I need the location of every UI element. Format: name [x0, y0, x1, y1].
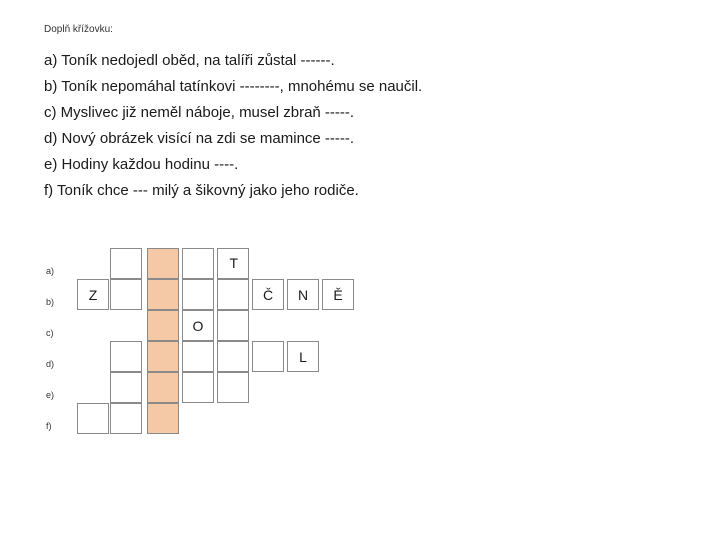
crossword-solution-cell[interactable] [147, 248, 179, 279]
crossword-cell[interactable] [322, 279, 354, 310]
cell-letter: Ě [333, 286, 343, 303]
crossword-cell[interactable] [110, 372, 142, 403]
crossword-solution-cell[interactable] [147, 279, 179, 310]
crossword-solution-cell[interactable] [147, 372, 179, 403]
crossword-cell[interactable] [182, 341, 214, 372]
crossword-cell[interactable] [252, 279, 284, 310]
row-label-f: f) [46, 421, 52, 431]
crossword-cell[interactable] [287, 279, 319, 310]
crossword-cell[interactable] [217, 372, 249, 403]
clue-f: f) Toník chce --- milý a šikovný jako jeho rodiče. [44, 182, 359, 199]
cell-letter: Č [262, 286, 274, 303]
crossword-solution-cell[interactable] [147, 403, 179, 434]
cell-letter: Z [88, 286, 98, 303]
crossword-solution-cell[interactable] [147, 341, 179, 372]
clue-d: d) Nový obrázek visící na zdi se mamince -----. [44, 130, 355, 147]
crossword-cell[interactable] [110, 341, 142, 372]
crossword-cell[interactable] [110, 403, 142, 434]
crossword-cell[interactable] [182, 310, 214, 341]
row-label-c: c) [46, 328, 54, 338]
crossword-cell[interactable] [287, 341, 319, 372]
row-label-b: b) [46, 297, 55, 307]
crossword-cell[interactable] [110, 248, 142, 279]
crossword-cell[interactable] [182, 279, 214, 310]
crossword-cell[interactable] [77, 403, 109, 434]
crossword-cell[interactable] [217, 341, 249, 372]
crossword-cell[interactable] [217, 279, 249, 310]
worksheet-instruction: Doplň křížovku: [44, 24, 113, 35]
crossword-cell[interactable] [217, 310, 249, 341]
crossword-cell[interactable] [217, 248, 249, 279]
clue-b: b) Toník nepomáhal tatínkovi --------, mnohému se naučil. [44, 78, 423, 95]
crossword-cell[interactable] [182, 372, 214, 403]
clue-a: a) Toník nedojedl oběd, na talíři zůstal ------. [44, 52, 335, 69]
crossword-cell[interactable] [77, 279, 109, 310]
cell-letter: T [229, 255, 238, 271]
crossword-cell[interactable] [182, 248, 214, 279]
row-label-a: a) [46, 266, 55, 276]
cell-letter: O [192, 317, 204, 334]
crossword-cell[interactable] [110, 279, 142, 310]
crossword-cell[interactable] [252, 341, 284, 372]
clue-e: e) Hodiny každou hodinu ----. [44, 156, 239, 173]
row-label-d: d) [46, 359, 55, 369]
row-label-e: e) [46, 390, 55, 400]
clue-c: c) Myslivec již neměl náboje, musel zbraň -----. [44, 104, 355, 121]
crossword-solution-cell[interactable] [147, 310, 179, 341]
cell-letter: N [297, 286, 309, 303]
cell-letter: L [299, 348, 307, 365]
